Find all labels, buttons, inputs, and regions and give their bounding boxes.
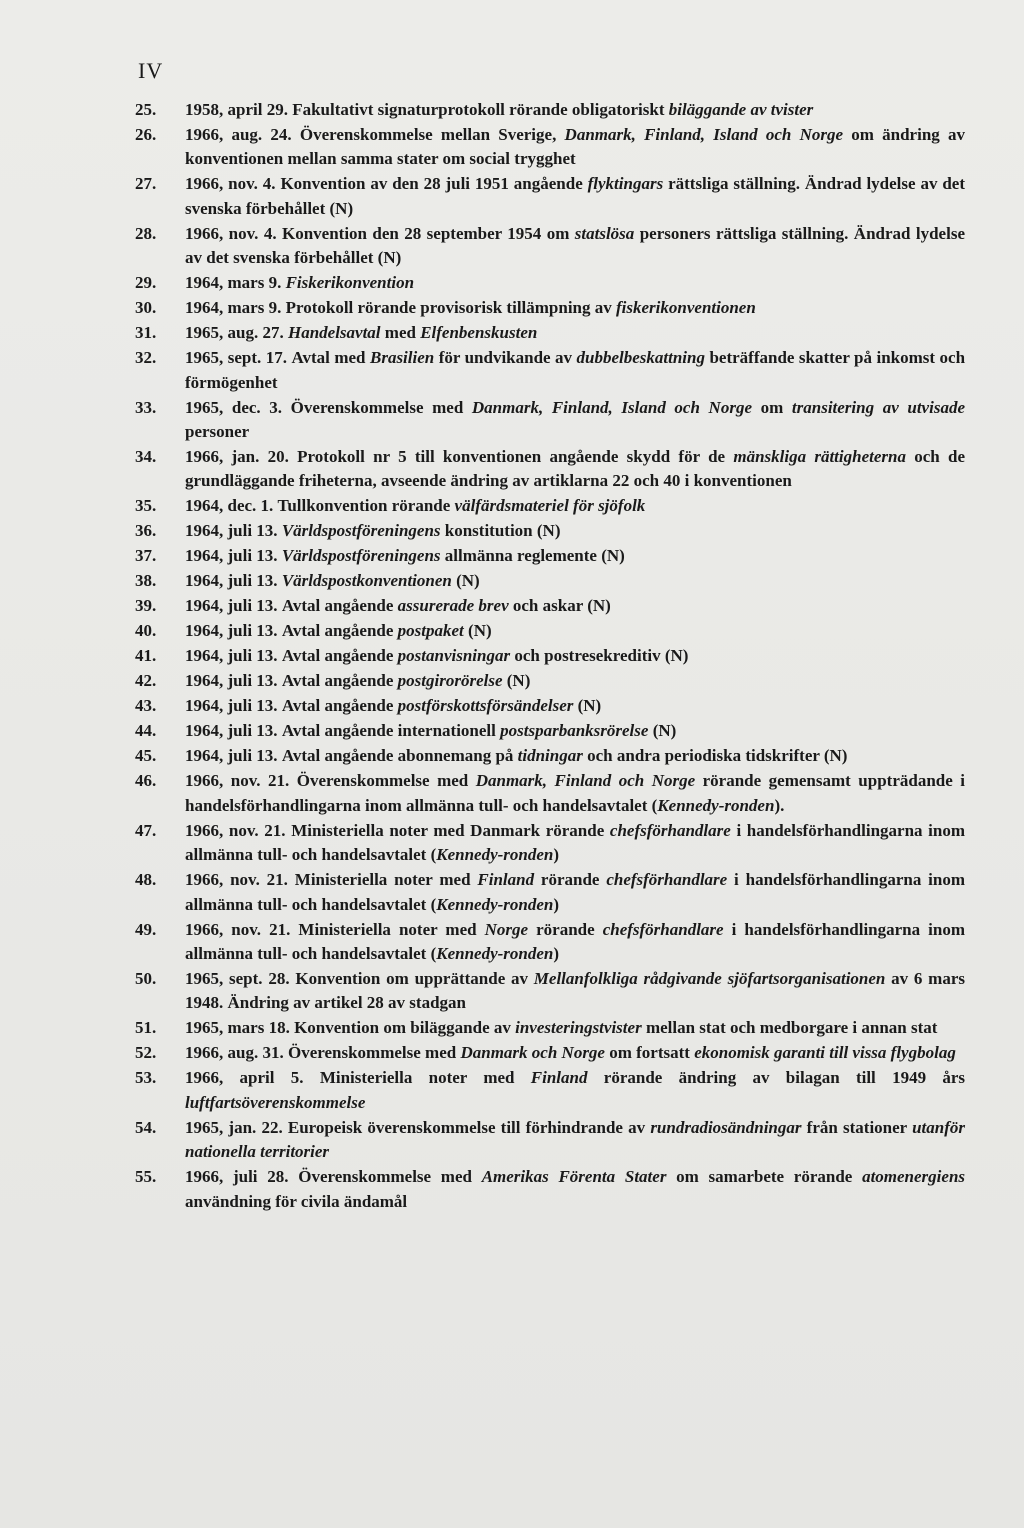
entry-italic-text: assurerade brev (397, 596, 509, 616)
list-item (135, 271, 965, 295)
entry-body-text: av 6 mars 1948. Ändring av artikel 28 av stadgan (185, 969, 966, 1013)
entry-body-text: ) (553, 845, 560, 865)
list-item (135, 296, 965, 320)
entry-number: 39. (135, 596, 157, 616)
list-item (135, 123, 965, 172)
entry-number: 38. (135, 571, 157, 591)
entry-body-text: med (380, 323, 421, 343)
entry-number: 30. (135, 298, 157, 318)
entry-body-text: och de grundläggande friheterna, avseende ändring av artiklarna 22 och 40 i konventionen (185, 447, 966, 491)
entry-body-text: rättsliga ställning. Ändrad lydelse av det svenska förbehållet (N) (185, 174, 965, 218)
list-item (135, 868, 965, 917)
entry-italic-text: utanför nationella territorier (185, 1117, 965, 1162)
entry-body-text: rörande (528, 919, 603, 939)
entry-body-text: rörande gemensamt uppträdande i handelsförhandlingarna inom allmänna tull- och handelsavtalet ( (185, 771, 965, 815)
list-item (135, 396, 965, 445)
entry-body-text: Avtal angående (281, 671, 398, 691)
entry-body-text: Avtal angående (281, 646, 398, 666)
entry-body-text: personer (185, 422, 250, 442)
entry-number: 28. (135, 223, 157, 243)
entry-text (185, 1016, 965, 1040)
entry-text (185, 769, 965, 818)
entry-body-text: Avtal angående abonnemang på (281, 746, 518, 766)
list-item (135, 321, 965, 345)
list-item (135, 644, 965, 668)
entry-date: 1964, juli 13. (185, 596, 278, 616)
entry-number: 53. (135, 1068, 157, 1088)
list-item (135, 98, 965, 122)
entry-text (185, 494, 965, 518)
entry-number: 50. (135, 969, 157, 989)
entry-body-text: Avtal angående (281, 621, 398, 641)
entry-body-text: Ministeriella noter med Danmark rörande (291, 820, 610, 840)
entry-body-text: i handelsförhandlingarna inom allmänna tull- och handelsavtalet ( (185, 870, 966, 914)
entry-body-text: Konvention om biläggande av (294, 1018, 516, 1038)
entry-italic-text: chefsförhandlare (606, 870, 728, 890)
entry-body-text: Avtal angående internationell (281, 721, 501, 741)
entry-date: 1964, juli 13. (185, 546, 278, 566)
list-item (135, 669, 965, 693)
entry-date: 1965, dec. 3. (185, 397, 283, 417)
entry-date: 1966, nov. 4. (185, 174, 276, 194)
entry-body-text: och askar (N) (508, 596, 611, 616)
entry-body-text: om ändring av konventionen mellan samma stater om social trygghet (185, 125, 965, 169)
entry-body-text: (N) (648, 721, 677, 741)
entry-number: 35. (135, 496, 157, 516)
entry-text (185, 396, 965, 445)
entry-date: 1964, juli 13. (185, 671, 278, 691)
entry-text (185, 594, 965, 618)
entry-date: 1964, juli 13. (185, 696, 278, 716)
list-item (135, 744, 965, 768)
entry-body-text: från stationer (801, 1117, 913, 1137)
list-item (135, 769, 965, 818)
entry-body-text: (N) (451, 571, 480, 591)
entry-number: 27. (135, 174, 157, 194)
list-item (135, 1165, 965, 1214)
entry-body-text: ). (774, 795, 785, 815)
entry-italic-text: investeringstvister (515, 1018, 642, 1038)
entry-body-text: Överenskommelse med (298, 1167, 482, 1187)
entry-italic-text: chefsförhandlare (609, 820, 731, 840)
entry-number: 42. (135, 671, 157, 691)
list-item (135, 1041, 965, 1065)
entry-text (185, 619, 965, 643)
entry-date: 1965, jan. 22. (185, 1117, 283, 1137)
entry-date: 1966, nov. 4. (185, 223, 277, 243)
list-item (135, 1116, 965, 1165)
entry-number: 49. (135, 919, 157, 939)
entry-italic-text: Fiskerikonvention (285, 273, 415, 293)
entry-date: 1965, sept. 28. (185, 969, 290, 989)
entry-text (185, 346, 965, 395)
entry-body-text: Protokoll nr 5 till konventionen angående skydd för de (297, 447, 734, 467)
entry-date: 1964, juli 13. (185, 521, 278, 541)
entry-text (185, 1041, 965, 1065)
entry-italic-text: chefsförhandlare (602, 919, 724, 939)
entry-text (185, 172, 965, 221)
list-item (135, 1016, 965, 1040)
entry-italic-text: luftfartsöverenskommelse (185, 1092, 366, 1112)
entry-number: 40. (135, 621, 157, 641)
entry-body-text: i handelsförhandlingarna inom allmänna tull- och handelsavtalet ( (185, 820, 966, 865)
entry-date: 1964, mars 9. (185, 273, 282, 293)
entry-number: 26. (135, 125, 157, 144)
entry-number: 43. (135, 696, 157, 716)
entry-date: 1966, april 5. (185, 1068, 304, 1088)
entry-italic-text: ekonomisk garanti till vissa flygbolag (694, 1043, 956, 1063)
entry-date: 1964, juli 13. (185, 646, 278, 666)
entry-date: 1958, april 29. (185, 100, 288, 119)
entry-body-text: konstitution (N) (440, 521, 561, 541)
list-item (135, 519, 965, 543)
entry-body-text: ) (553, 944, 560, 964)
entry-body-text: rörande (534, 870, 607, 890)
entry-text (185, 296, 965, 320)
entry-date: 1966, nov. 21. (185, 820, 286, 840)
entry-body-text: om samarbete rörande (666, 1167, 863, 1187)
list-item (135, 346, 965, 395)
list-item (135, 494, 965, 518)
entry-body-text: rörande ändring av bilagan till 1949 års (587, 1068, 966, 1088)
entry-text (185, 744, 965, 768)
entry-date: 1966, nov. 21. (185, 771, 290, 791)
entry-italic-text: Amerikas Förenta Stater (481, 1167, 667, 1187)
entry-italic-text: postsparbanksrörelse (500, 721, 649, 741)
entry-body-text: Överenskommelse mellan Sverige, (299, 125, 565, 144)
entry-number: 52. (135, 1043, 157, 1063)
entry-text (185, 694, 965, 718)
entry-italic-text: Elfenbenskusten (420, 323, 538, 343)
entry-italic-text: postgirorörelse (397, 671, 503, 691)
entry-body-text: Överenskommelse med (287, 1043, 461, 1063)
entry-body-text: och postresekreditiv (N) (510, 646, 689, 666)
entry-number: 37. (135, 546, 157, 566)
entry-number: 34. (135, 447, 157, 467)
entry-text (185, 967, 965, 1016)
entry-number: 55. (135, 1167, 157, 1187)
list-item (135, 967, 965, 1016)
entry-number: 46. (135, 771, 157, 791)
entry-text (185, 98, 965, 122)
entry-italic-text: Världspostkonventionen (281, 571, 452, 591)
entry-italic-text: Brasilien (369, 348, 435, 368)
entry-body-text: Konvention av den 28 juli 1951 angående (280, 174, 588, 194)
entry-text (185, 544, 965, 568)
entry-body-text: Avtal angående (281, 596, 398, 616)
entry-italic-text: Handelsavtal (287, 323, 381, 343)
entry-italic-text: Norge (484, 919, 529, 939)
entry-italic-text: Danmark, Finland, Island och Norge (471, 397, 752, 417)
entry-italic-text: atomenergiens (862, 1167, 966, 1187)
list-item (135, 172, 965, 221)
entry-number: 36. (135, 521, 157, 541)
entry-text (185, 918, 965, 967)
list-item (135, 619, 965, 643)
entry-italic-text: flyktingars (587, 174, 664, 194)
entry-italic-text: rundradiosändningar (650, 1117, 802, 1137)
entry-text (185, 271, 965, 295)
entry-text (185, 321, 965, 345)
entry-number: 41. (135, 646, 157, 666)
entry-body-text: ) (553, 894, 560, 914)
entry-number: 51. (135, 1018, 157, 1038)
entry-date: 1964, mars 9. (185, 298, 282, 318)
entry-text (185, 222, 965, 271)
entry-text (185, 1066, 965, 1115)
entry-body-text: användning för civila ändamål (185, 1191, 408, 1211)
entry-italic-text: statslösa (574, 223, 635, 243)
entry-number: 44. (135, 721, 157, 741)
entry-body-text: för undvikande av (434, 348, 577, 368)
entry-body-text: mellan stat och medborgare i annan stat (641, 1018, 938, 1038)
entry-body-text: Europeisk överenskommelse till förhindrande av (287, 1117, 651, 1137)
entry-date: 1966, juli 28. (185, 1167, 289, 1187)
page-number: IV (138, 58, 164, 83)
entry-date: 1964, dec. 1. (185, 496, 274, 516)
entry-date: 1966, jan. 20. (185, 447, 289, 467)
entry-italic-text: fiskerikonventionen (616, 298, 756, 318)
entry-italic-text: Finland (477, 870, 535, 890)
entry-body-text: (N) (573, 696, 602, 716)
entry-number: 45. (135, 746, 157, 766)
list-item (135, 569, 965, 593)
entry-italic-text: välfärdsmateriel för sjöfolk (454, 496, 646, 516)
entry-italic-text: Danmark och Norge (460, 1043, 605, 1063)
entry-text (185, 669, 965, 693)
entry-text (185, 868, 965, 917)
entry-body-text: och andra periodiska tidskrifter (N) (582, 746, 848, 766)
entry-body-text: i handelsförhandlingarna inom allmänna tull- och handelsavtalet ( (185, 919, 966, 964)
list-item (135, 594, 965, 618)
entry-italic-text: Världspostföreningens (281, 546, 441, 566)
entry-number: 29. (135, 273, 157, 293)
list-item (135, 819, 965, 868)
entry-text (185, 1116, 965, 1165)
entry-body-text: (N) (463, 621, 492, 641)
entry-text (185, 445, 965, 494)
entry-number: 25. (135, 100, 157, 119)
entry-italic-text: Världspostföreningens (281, 521, 441, 541)
entry-date: 1964, juli 13. (185, 721, 278, 741)
entry-number: 47. (135, 820, 157, 840)
entry-body-text: Ministeriella noter med (298, 919, 485, 939)
entry-text (185, 819, 965, 868)
entry-body-text: Ministeriella noter med (319, 1068, 531, 1088)
entry-number: 32. (135, 348, 157, 368)
list-item (135, 719, 965, 743)
entry-body-text: Ministeriella noter med (294, 870, 478, 890)
entry-text (185, 719, 965, 743)
entry-italic-text: Kennedy-ronden (436, 944, 554, 964)
entry-number: 48. (135, 870, 157, 890)
entry-body-text: om (752, 397, 792, 417)
list-item (135, 918, 965, 967)
entry-date: 1966, nov. 21. (185, 919, 291, 939)
entry-body-text: beträffande skatter på inkomst och förmögenhet (185, 348, 966, 392)
list-item (135, 544, 965, 568)
entry-italic-text: dubbelbeskattning (576, 348, 705, 368)
entry-number: 33. (135, 397, 157, 417)
entry-body-text: (N) (502, 671, 531, 691)
entry-date: 1964, juli 13. (185, 571, 278, 591)
list-item (135, 445, 965, 494)
entry-italic-text: transitering av utvisade (791, 397, 965, 417)
entry-body-text: Avtal med (291, 348, 370, 368)
entry-body-text: om fortsatt (604, 1043, 695, 1063)
list-item (135, 1066, 965, 1115)
entry-italic-text: Mellanfolkliga rådgivande sjöfartsorganisationen (533, 969, 886, 989)
entry-text (185, 569, 965, 593)
entry-body-text: Konvention den 28 september 1954 om (281, 223, 575, 243)
entry-body-text: Konvention om upprättande av (295, 969, 534, 989)
list-item (135, 694, 965, 718)
entry-italic-text: postpaket (397, 621, 464, 641)
entry-body-text: Protokoll rörande provisorisk tillämpning av (285, 298, 617, 318)
entry-date: 1966, aug. 31. (185, 1043, 284, 1063)
entry-number: 31. (135, 323, 157, 343)
entry-body-text: Avtal angående (281, 696, 398, 716)
entry-body-text: Tullkonvention rörande (277, 496, 455, 516)
entry-date: 1964, juli 13. (185, 746, 278, 766)
entry-date: 1965, mars 18. (185, 1018, 290, 1038)
entry-italic-text: mänskliga rättigheterna (733, 447, 906, 467)
entry-body-text: Överenskommelse med (290, 397, 472, 417)
entry-italic-text: Danmark, Finland, Island och Norge (564, 125, 844, 144)
entry-date: 1965, sept. 17. (185, 348, 287, 368)
list-item (135, 222, 965, 271)
entry-text (185, 519, 965, 543)
entry-body-text: personers rättsliga ställning. Ändrad lydelse av det svenska förbehållet (N) (185, 223, 965, 268)
treaty-list (135, 98, 965, 1215)
entry-italic-text: Kennedy-ronden (657, 795, 775, 815)
entry-italic-text: biläggande av tvister (668, 100, 814, 119)
entry-text (185, 123, 965, 172)
entry-number: 54. (135, 1117, 157, 1137)
entry-italic-text: postförskottsförsändelser (397, 696, 574, 716)
entry-italic-text: postanvisningar (397, 646, 511, 666)
entry-date: 1966, aug. 24. (185, 125, 292, 144)
entry-italic-text: Finland (530, 1068, 588, 1088)
entry-date: 1965, aug. 27. (185, 323, 284, 343)
entry-italic-text: Danmark, Finland och Norge (475, 771, 696, 791)
entry-body-text: allmänna reglemente (N) (440, 546, 625, 566)
entry-date: 1966, nov. 21. (185, 870, 288, 890)
entry-text (185, 1165, 965, 1214)
entry-italic-text: Kennedy-ronden (436, 894, 554, 914)
entry-text (185, 644, 965, 668)
entry-body-text: Fakultativt signaturprotokoll rörande obligatoriskt (292, 100, 669, 119)
entry-body-text: Överenskommelse med (296, 771, 476, 791)
entry-italic-text: Kennedy-ronden (436, 845, 554, 865)
entry-italic-text: tidningar (517, 746, 583, 766)
entry-date: 1964, juli 13. (185, 621, 278, 641)
